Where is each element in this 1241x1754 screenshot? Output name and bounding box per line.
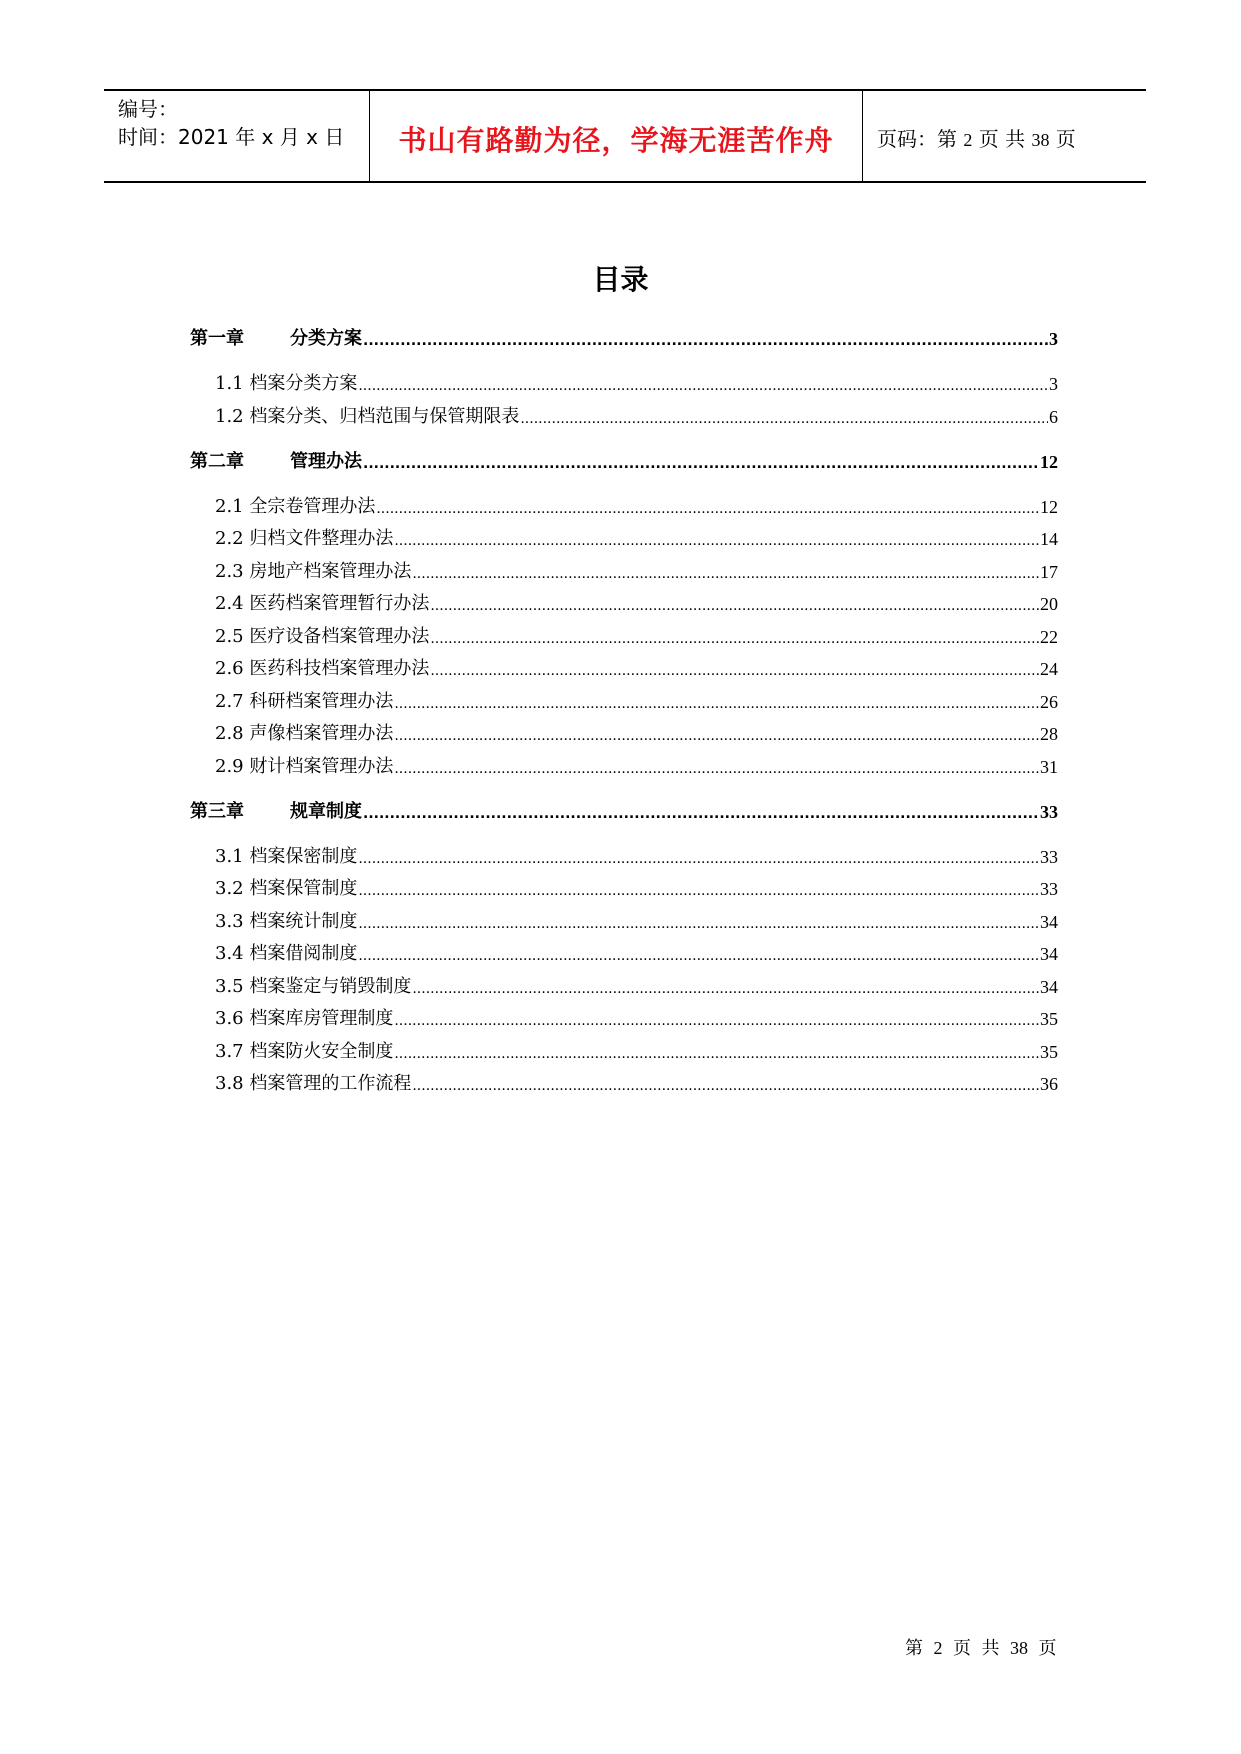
toc-chapter-number: 第二章 [190, 450, 244, 472]
toc-dot-leader [394, 724, 1039, 745]
header-motto: 书山有路勤为径，学海无涯苦作舟 [398, 124, 834, 157]
toc-section-entry[interactable] [190, 553, 1058, 583]
toc-entry-label [215, 752, 393, 778]
toc-section-entry[interactable] [190, 968, 1058, 998]
toc-entry-title: 2.8 声像档案管理办法 [215, 723, 394, 744]
toc-section-entry[interactable] [190, 870, 1058, 900]
toc-entry-title: 规章制度 [290, 800, 362, 822]
header-page-cell [863, 91, 1146, 181]
toc-page-number: 36 [1040, 1074, 1058, 1094]
toc-entry-title: 3.8 档案管理的工作流程 [215, 1073, 412, 1094]
toc-entry-title: 3.1 档案保密制度 [215, 845, 358, 867]
toc-entry-label [215, 1004, 393, 1030]
header-page-number [877, 123, 1076, 152]
toc-dot-leader [394, 1042, 1039, 1063]
toc-dot-leader [430, 659, 1039, 680]
toc-section-entry[interactable] [190, 618, 1058, 648]
toc-dot-leader [358, 912, 1039, 933]
toc-section-entry[interactable] [190, 748, 1058, 778]
toc-page-number: 6 [1049, 406, 1058, 427]
toc-dot-leader [394, 692, 1039, 713]
toc-section-entry[interactable] [190, 398, 1058, 428]
page-footer: 第 2 页 共 38 页 [905, 1638, 1057, 1658]
toc-entry-label [215, 402, 519, 428]
toc-dot-leader [430, 627, 1039, 648]
toc-chapter-entry[interactable] [190, 320, 1058, 350]
toc-page-number: 34 [1040, 976, 1058, 997]
toc-dot-leader [394, 757, 1039, 778]
toc-page-number: 3 [1049, 374, 1058, 394]
toc-dot-leader [412, 562, 1039, 583]
toc-entry-title: 2.2 归档文件整理办法 [215, 528, 394, 549]
document-time-label: 时间：2021 年 x 月 x 日 [118, 125, 345, 149]
toc-section-entry[interactable] [190, 488, 1058, 518]
toc-dot-leader [358, 944, 1039, 965]
toc-entry-title: 1.1 档案分类方案 [215, 373, 358, 394]
toc-page-number: 34 [1040, 911, 1058, 932]
header-motto-cell [370, 91, 863, 181]
toc-page-number: 33 [1040, 846, 1058, 867]
toc-chapter-number: 第一章 [190, 328, 244, 349]
toc-page-number: 24 [1040, 659, 1058, 679]
toc-section-entry[interactable] [190, 683, 1058, 713]
header-meta-cell [104, 91, 370, 181]
toc-entry-label [215, 719, 393, 745]
toc-dot-leader [412, 1074, 1039, 1095]
toc-entry-title: 2.5 医疗设备档案管理办法 [215, 625, 430, 647]
toc-entry-label [215, 1069, 411, 1095]
toc-entry-label [215, 907, 357, 933]
toc-page-number: 12 [1040, 451, 1058, 472]
toc-chapter-entry[interactable] [190, 443, 1058, 473]
toc-dot-leader [430, 594, 1039, 615]
toc-page-number: 34 [1040, 944, 1058, 964]
toc-entry-title: 1.2 档案分类、归档范围与保管期限表 [215, 405, 520, 427]
toc-entry-title: 2.4 医药档案管理暂行办法 [215, 593, 430, 614]
page-total: 38 [1031, 130, 1050, 150]
toc-entry-title: 2.1 全宗卷管理办法 [215, 495, 376, 517]
toc-dot-leader [363, 452, 1039, 473]
toc-entry-title: 分类方案 [290, 328, 362, 349]
toc-page-number: 17 [1040, 561, 1058, 582]
toc-entry-label [215, 687, 393, 713]
toc-entry-title: 3.2 档案保管制度 [215, 878, 358, 899]
toc-section-entry[interactable] [190, 935, 1058, 965]
toc-page-number: 33 [1040, 801, 1058, 822]
toc-entry-title: 管理办法 [290, 450, 362, 472]
toc-page-number: 35 [1040, 1041, 1058, 1062]
toc-entry-label [190, 447, 362, 473]
toc-page-number: 3 [1049, 329, 1058, 349]
toc-page-number: 14 [1040, 529, 1058, 549]
toc-entry-label [215, 557, 411, 583]
toc-page-number: 20 [1040, 594, 1058, 614]
toc-entry-title: 2.6 医药科技档案管理办法 [215, 658, 430, 679]
toc-page-number: 33 [1040, 879, 1058, 899]
toc-section-entry[interactable] [190, 1033, 1058, 1063]
toc-dot-leader [358, 879, 1039, 900]
toc-page-number: 31 [1040, 756, 1058, 777]
toc-entry-title: 3.5 档案鉴定与销毁制度 [215, 975, 412, 997]
toc-section-entry[interactable] [190, 1065, 1058, 1095]
toc-entry-label [215, 874, 357, 900]
toc-page-number: 35 [1040, 1009, 1058, 1029]
page-title: 目录 [592, 263, 649, 296]
toc-page-number: 26 [1040, 691, 1058, 712]
toc-page-number: 22 [1040, 626, 1058, 647]
toc-dot-leader [363, 802, 1039, 823]
toc-dot-leader [363, 329, 1048, 350]
page-current: 2 [963, 130, 973, 150]
toc-section-entry[interactable] [190, 715, 1058, 745]
toc-dot-leader [394, 1009, 1039, 1030]
toc-entry-label [215, 589, 429, 615]
toc-section-entry[interactable] [190, 650, 1058, 680]
toc-entry-label [215, 524, 393, 550]
toc-dot-leader [358, 847, 1039, 868]
toc-dot-leader [358, 374, 1048, 395]
page-header [104, 89, 1146, 183]
toc-entry-title: 3.7 档案防火安全制度 [215, 1040, 394, 1062]
toc-section-entry[interactable] [190, 1000, 1058, 1030]
toc-section-entry[interactable] [190, 903, 1058, 933]
toc-entry-title: 2.7 科研档案管理办法 [215, 690, 394, 712]
toc-entry-label [215, 842, 357, 868]
toc-entry-title: 3.4 档案借阅制度 [215, 943, 358, 964]
toc-section-entry[interactable] [190, 838, 1058, 868]
toc-dot-leader [412, 977, 1039, 998]
toc-dot-leader [520, 407, 1048, 428]
toc-entry-title: 3.3 档案统计制度 [215, 910, 358, 932]
toc-chapter-number: 第三章 [190, 800, 244, 822]
toc-entry-label [215, 972, 411, 998]
toc-entry-label [215, 622, 429, 648]
toc-page-number: 28 [1040, 724, 1058, 744]
toc-entry-label [215, 492, 375, 518]
toc-entry-label [215, 1037, 393, 1063]
toc-section-entry[interactable] [190, 365, 1058, 395]
toc-entry-title: 3.6 档案库房管理制度 [215, 1008, 394, 1029]
toc-entry-label [190, 797, 362, 823]
toc-entry-label [215, 369, 357, 395]
document-number-label: 编号： [118, 97, 178, 121]
toc-dot-leader [394, 529, 1039, 550]
toc-chapter-entry[interactable] [190, 793, 1058, 823]
toc-entry-title: 2.3 房地产档案管理办法 [215, 560, 412, 582]
page-label-suffix: 页 [1055, 127, 1076, 151]
toc-entry-title: 2.9 财计档案管理办法 [215, 755, 394, 777]
toc-entry-label [215, 939, 357, 965]
toc-entry-label [215, 654, 429, 680]
page-label-mid: 页 共 [978, 127, 1026, 151]
page-label-prefix: 页码：第 [877, 127, 957, 151]
toc-section-entry[interactable] [190, 520, 1058, 550]
toc-page-number: 12 [1040, 496, 1058, 517]
toc-section-entry[interactable] [190, 585, 1058, 615]
toc-dot-leader [376, 497, 1039, 518]
toc-entry-label [190, 324, 362, 350]
